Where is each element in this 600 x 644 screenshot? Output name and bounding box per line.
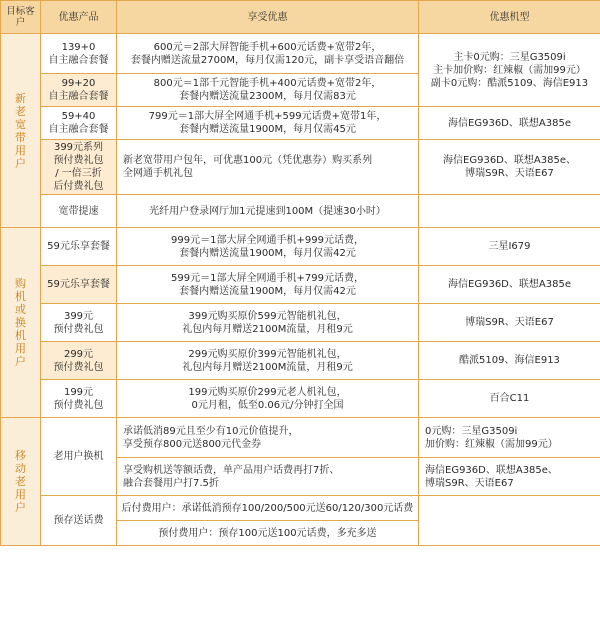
header-offer: 享受优惠 bbox=[117, 1, 419, 34]
product-cell bbox=[41, 342, 117, 380]
product-cell-line: 59元乐享套餐 bbox=[47, 241, 110, 252]
product-cell-line: 宽带提速 bbox=[58, 205, 99, 217]
offer-cell-line: 预付费用户：预存100元送100元话费，多充多送 bbox=[158, 527, 377, 539]
models-cell-line: 主卡0元购：三星G3509i bbox=[453, 51, 566, 63]
offer-cell-line: 199元购买原价299元老人机礼包， bbox=[188, 386, 347, 398]
product-cell-line: 59元乐享套餐 bbox=[47, 279, 110, 290]
product-cell bbox=[41, 34, 117, 74]
product-cell-line: 99+20 bbox=[61, 78, 96, 89]
offer-cell-line: 套餐内赠送流量1900M，每月仅需45元 bbox=[179, 124, 356, 135]
table-row bbox=[1, 195, 600, 228]
header-models: 优惠机型 bbox=[419, 1, 600, 34]
offer-cell-line: 299元购买原价399元智能机礼包， bbox=[188, 348, 347, 360]
models-cell bbox=[419, 304, 600, 342]
models-cell-line: 海信EG936D、联想A385e、 bbox=[425, 464, 558, 476]
offer-cell bbox=[117, 521, 419, 546]
segment-char: 移 bbox=[15, 449, 26, 462]
product-cell-line: 预付费礼包 bbox=[53, 399, 104, 411]
offer-cell bbox=[117, 380, 419, 418]
offer-cell-line: 999元＝1部大屏全网通手机+999元话费， bbox=[171, 234, 364, 246]
offer-cell bbox=[117, 107, 419, 140]
product-cell-line: 199元 bbox=[63, 386, 94, 398]
models-cell-line: 博瑞S9R、天语E67 bbox=[425, 477, 514, 489]
offer-cell-line: 礼包内每月赠送2100M流量，月租9元 bbox=[182, 323, 353, 335]
segment-char: 换 bbox=[15, 316, 26, 329]
product-cell-line: 预存送话费 bbox=[53, 515, 104, 526]
models-cell bbox=[419, 195, 600, 228]
product-cell-line: 59+40 bbox=[61, 111, 96, 122]
models-cell-line: 博瑞S9R、天语E67 bbox=[465, 317, 554, 328]
header-product: 优惠产品 bbox=[41, 1, 117, 34]
offer-cell-line: 600元＝2部大屏智能手机+600元话费+宽带2年， bbox=[153, 41, 382, 53]
segment-char: 动 bbox=[15, 462, 26, 475]
product-cell-line: 自主融合套餐 bbox=[48, 91, 109, 102]
offer-cell-line: 享受购机送等额话费，单产品用户话费再打7折、 bbox=[123, 464, 340, 476]
models-cell-line: 海信EG936D、联想A385e bbox=[448, 117, 571, 129]
offer-cell bbox=[117, 140, 419, 195]
offer-cell bbox=[117, 342, 419, 380]
product-cell bbox=[41, 74, 117, 107]
segment-char: 带 bbox=[15, 130, 26, 144]
product-cell bbox=[41, 380, 117, 418]
offer-cell-line: 800元＝1部千元智能手机+400元话费+宽带2年， bbox=[153, 78, 382, 89]
table-row bbox=[1, 266, 600, 304]
offer-cell-line: 融合套餐用户打7.5折 bbox=[123, 477, 219, 489]
models-cell bbox=[419, 496, 600, 546]
offer-cell-line: 享受预存800元送800元代金券 bbox=[123, 438, 262, 450]
offer-cell bbox=[117, 418, 419, 458]
offer-cell-line: 399元购买原价599元智能机礼包， bbox=[188, 310, 347, 322]
offer-cell-line: 套餐内赠送流量2700M，每月仅需120元，副卡享受语音翻倍 bbox=[130, 54, 405, 66]
offer-cell-line: 承诺低消89元且至少有10元价值提升， bbox=[123, 425, 299, 437]
segment-char: 用 bbox=[15, 342, 26, 355]
models-cell-line: 副卡0元购：酷派5109、海信E913 bbox=[430, 77, 589, 89]
models-cell-line: 博瑞S9R、天语E67 bbox=[465, 168, 554, 179]
table-row bbox=[1, 140, 600, 195]
offer-cell bbox=[117, 74, 419, 107]
table-row bbox=[1, 418, 600, 458]
segment-char: 户 bbox=[15, 156, 26, 170]
product-cell-line: 399元系列 bbox=[53, 142, 104, 153]
segment-cell bbox=[1, 34, 41, 228]
models-cell bbox=[419, 342, 600, 380]
product-cell-line: 399元 bbox=[63, 310, 94, 322]
models-cell bbox=[419, 34, 600, 107]
models-cell-line: 酷派5109、海信E913 bbox=[459, 355, 560, 366]
segment-char: 机 bbox=[15, 290, 26, 303]
models-cell bbox=[419, 107, 600, 140]
offer-cell-line: 套餐内赠送流量2300M，每月仅需83元 bbox=[179, 91, 356, 102]
models-cell bbox=[419, 228, 600, 266]
offer-cell bbox=[117, 304, 419, 342]
product-cell-line: 139+0 bbox=[61, 41, 96, 53]
product-cell-line: 老用户换机 bbox=[53, 451, 104, 462]
segment-char: 老 bbox=[15, 104, 26, 118]
product-cell bbox=[41, 418, 117, 496]
offer-cell bbox=[117, 458, 419, 496]
offer-cell-line: 0元月租，低至0.06元/分钟打全国 bbox=[191, 399, 344, 411]
product-cell bbox=[41, 304, 117, 342]
models-cell-line: 加价购：红辣椒（需加99元） bbox=[425, 438, 558, 450]
models-cell bbox=[419, 380, 600, 418]
header-target: 目标客户 bbox=[1, 1, 41, 34]
product-cell-line: / 一倍三折 bbox=[55, 168, 102, 179]
offer-cell-line: 全网通手机礼包 bbox=[123, 168, 193, 179]
segment-char: 新 bbox=[15, 91, 26, 105]
offer-cell-line: 799元＝1部大屏全网通手机+599元话费+宽带1年， bbox=[148, 111, 387, 122]
header-row bbox=[1, 1, 600, 34]
models-cell bbox=[419, 266, 600, 304]
table-row bbox=[1, 228, 600, 266]
offer-cell-line: 599元＝1部大屏全网通手机+799元话费， bbox=[171, 272, 364, 284]
segment-char: 用 bbox=[15, 488, 26, 501]
segment-cell bbox=[1, 418, 41, 546]
models-cell-line: 主卡加价购：红辣椒（需加99元） bbox=[433, 64, 586, 76]
offer-cell bbox=[117, 34, 419, 74]
offer-cell bbox=[117, 228, 419, 266]
segment-char: 机 bbox=[15, 329, 26, 342]
models-cell-line: 三星I679 bbox=[488, 241, 531, 252]
offer-cell-line: 后付费用户：承诺低消预存100/200/500元送60/120/300元话费 bbox=[121, 502, 414, 514]
offer-cell-line: 套餐内赠送流量1900M，每月仅需42元 bbox=[179, 247, 356, 259]
product-cell bbox=[41, 496, 117, 546]
product-cell bbox=[41, 228, 117, 266]
offer-cell-line: 新老宽带用户包年，可优惠100元（凭优惠券）购买系列 bbox=[123, 155, 373, 166]
product-cell-line: 预付费礼包 bbox=[53, 323, 104, 335]
offer-cell bbox=[117, 195, 419, 228]
offer-cell bbox=[117, 496, 419, 521]
offer-cell-line: 光纤用户登录网厅加1元提速到100M（提速30小时） bbox=[149, 205, 386, 217]
product-cell-line: 预付费礼包 bbox=[53, 155, 104, 166]
segment-char: 户 bbox=[15, 501, 26, 514]
product-cell-line: 预付费礼包 bbox=[53, 361, 104, 373]
segment-char: 或 bbox=[15, 303, 26, 316]
table-row bbox=[1, 342, 600, 380]
product-cell-line: 自主融合套餐 bbox=[48, 124, 109, 135]
models-cell bbox=[419, 418, 600, 458]
segment-char: 购 bbox=[15, 277, 26, 290]
table-row bbox=[1, 496, 600, 521]
models-cell-line: 百合C11 bbox=[489, 393, 530, 404]
segment-char: 户 bbox=[15, 355, 26, 368]
models-cell-line: 海信EG936D、联想A385e、 bbox=[443, 155, 576, 166]
product-cell-line: 自主融合套餐 bbox=[48, 54, 109, 66]
segment-char: 用 bbox=[15, 143, 26, 157]
product-cell bbox=[41, 107, 117, 140]
table-body bbox=[1, 34, 600, 546]
segment-char: 宽 bbox=[15, 117, 26, 131]
offer-cell-line: 套餐内赠送流量1900M，每月仅需42元 bbox=[179, 285, 356, 297]
segment-char: 老 bbox=[15, 475, 26, 488]
table-row bbox=[1, 380, 600, 418]
models-cell bbox=[419, 140, 600, 195]
table-row bbox=[1, 107, 600, 140]
table-row bbox=[1, 304, 600, 342]
offer-cell bbox=[117, 266, 419, 304]
product-cell bbox=[41, 195, 117, 228]
models-cell-line: 0元购：三星G3509i bbox=[425, 425, 518, 437]
product-cell bbox=[41, 140, 117, 195]
product-cell-line: 299元 bbox=[63, 348, 94, 360]
product-cell bbox=[41, 266, 117, 304]
models-cell-line: 海信EG936D、联想A385e bbox=[448, 279, 571, 290]
segment-cell bbox=[1, 228, 41, 418]
product-cell-line: 后付费礼包 bbox=[53, 181, 104, 192]
models-cell bbox=[419, 458, 600, 496]
table-row bbox=[1, 34, 600, 74]
offer-cell-line: 礼包内每月赠送2100M流量，月租9元 bbox=[182, 361, 353, 373]
